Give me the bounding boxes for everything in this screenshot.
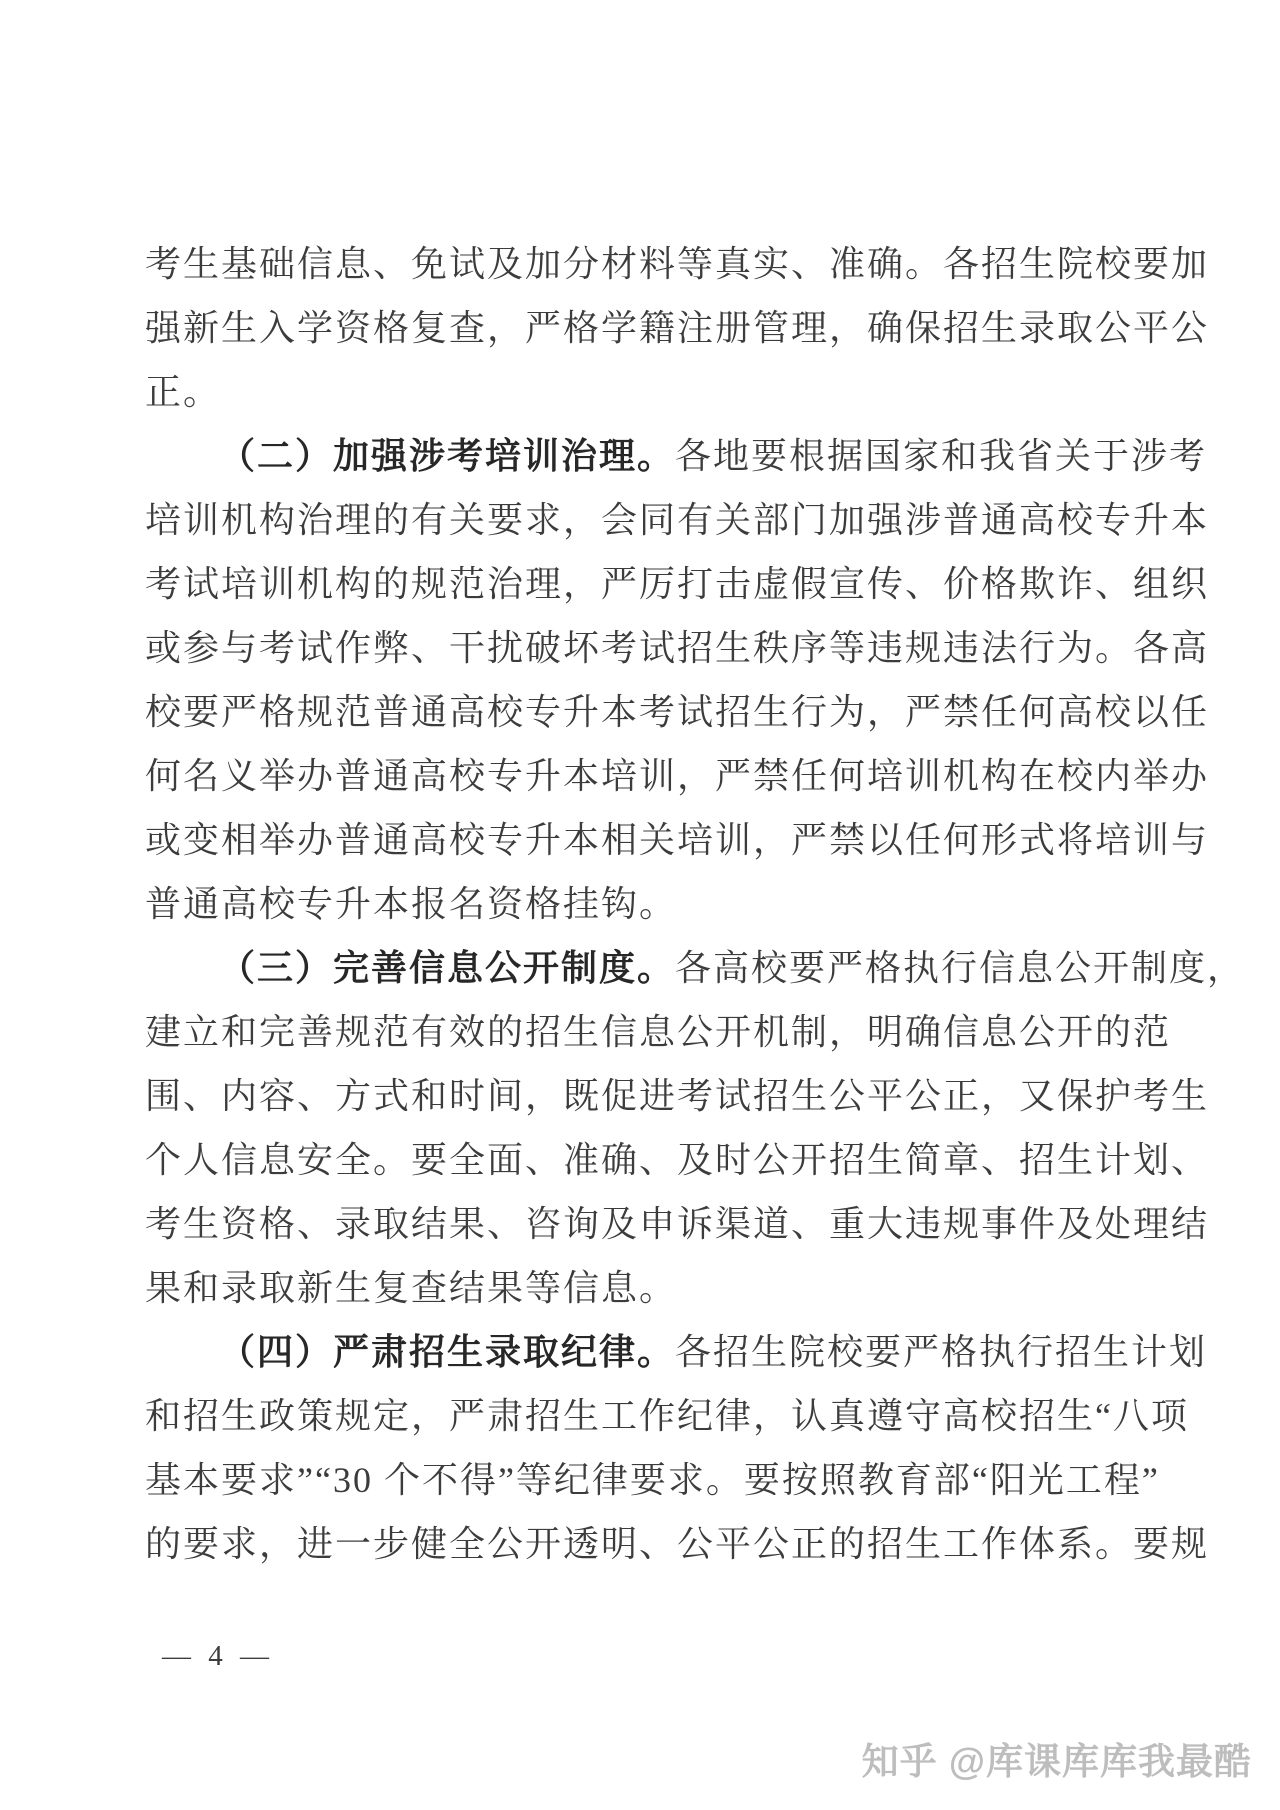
body-text: 校要严格规范普通高校专升本考试招生行为，严禁任何高校以任	[145, 692, 1210, 732]
body-text: 各招生院校要严格执行招生计划	[675, 1332, 1208, 1372]
body-text: 建立和完善规范有效的招生信息公开机制，明确信息公开的范	[145, 1012, 1172, 1052]
body-text: 普通高校专升本报名资格挂钩。	[145, 884, 678, 924]
body-text: 考生资格、录取结果、咨询及申诉渠道、重大违规事件及处理结	[145, 1204, 1210, 1244]
body-text: 正。	[145, 372, 222, 412]
watermark: 知乎 @库课库库我最酷	[861, 1741, 1252, 1782]
text-line	[145, 1256, 1220, 1320]
text-line	[145, 1512, 1220, 1576]
body-text: 的要求，进一步健全公开透明、公平公正的招生工作体系。要规	[145, 1524, 1210, 1564]
text-line	[145, 872, 1220, 936]
text-line	[145, 1128, 1220, 1192]
text-line	[145, 616, 1220, 680]
text-line	[145, 296, 1220, 360]
text-line	[145, 1384, 1220, 1448]
body-text: 果和录取新生复查结果等信息。	[145, 1268, 678, 1308]
body-text: 个人信息安全。要全面、准确、及时公开招生简章、招生计划、	[145, 1140, 1210, 1180]
text-line	[145, 424, 1220, 488]
body-text: 各高校要严格执行信息公开制度，	[675, 948, 1246, 988]
page-number: — 4 —	[162, 1640, 274, 1672]
text-line	[145, 1192, 1220, 1256]
body-text: 或参与考试作弊、干扰破坏考试招生秩序等违规违法行为。各高	[145, 628, 1210, 668]
body-text: 培训机构治理的有关要求，会同有关部门加强涉普通高校专升本	[145, 500, 1210, 540]
text-line	[145, 488, 1220, 552]
text-line	[145, 1000, 1220, 1064]
body-text: 考试培训机构的规范治理，严厉打击虚假宣传、价格欺诈、组织	[145, 564, 1210, 604]
body-text: 考生基础信息、免试及加分材料等真实、准确。各招生院校要加	[145, 244, 1210, 284]
body-text: 基本要求”“30 个不得”等纪律要求。要按照教育部“阳光工程”	[145, 1460, 1160, 1500]
paragraph-heading: （四）严肃招生录取纪律。	[219, 1332, 676, 1372]
body-text: 强新生入学资格复查，严格学籍注册管理，确保招生录取公平公	[145, 308, 1210, 348]
text-line	[145, 1448, 1220, 1512]
text-line	[145, 936, 1246, 1000]
paragraph-heading: （三）完善信息公开制度。	[219, 948, 676, 988]
document-body	[145, 232, 1246, 1576]
body-text: 何名义举办普通高校专升本培训，严禁任何培训机构在校内举办	[145, 756, 1210, 796]
text-line	[145, 552, 1220, 616]
body-text: 围、内容、方式和时间，既促进考试招生公平公正，又保护考生	[145, 1076, 1210, 1116]
text-line	[145, 232, 1220, 296]
text-line	[145, 744, 1220, 808]
text-line	[145, 808, 1220, 872]
body-text: 或变相举办普通高校专升本相关培训，严禁以任何形式将培训与	[145, 820, 1210, 860]
text-line	[145, 360, 1220, 424]
text-line	[145, 1320, 1220, 1384]
text-line	[145, 1064, 1220, 1128]
body-text: 和招生政策规定，严肃招生工作纪律，认真遵守高校招生“八项	[145, 1396, 1189, 1436]
text-line	[145, 680, 1220, 744]
paragraph-heading: （二）加强涉考培训治理。	[219, 436, 676, 476]
body-text: 各地要根据国家和我省关于涉考	[675, 436, 1208, 476]
